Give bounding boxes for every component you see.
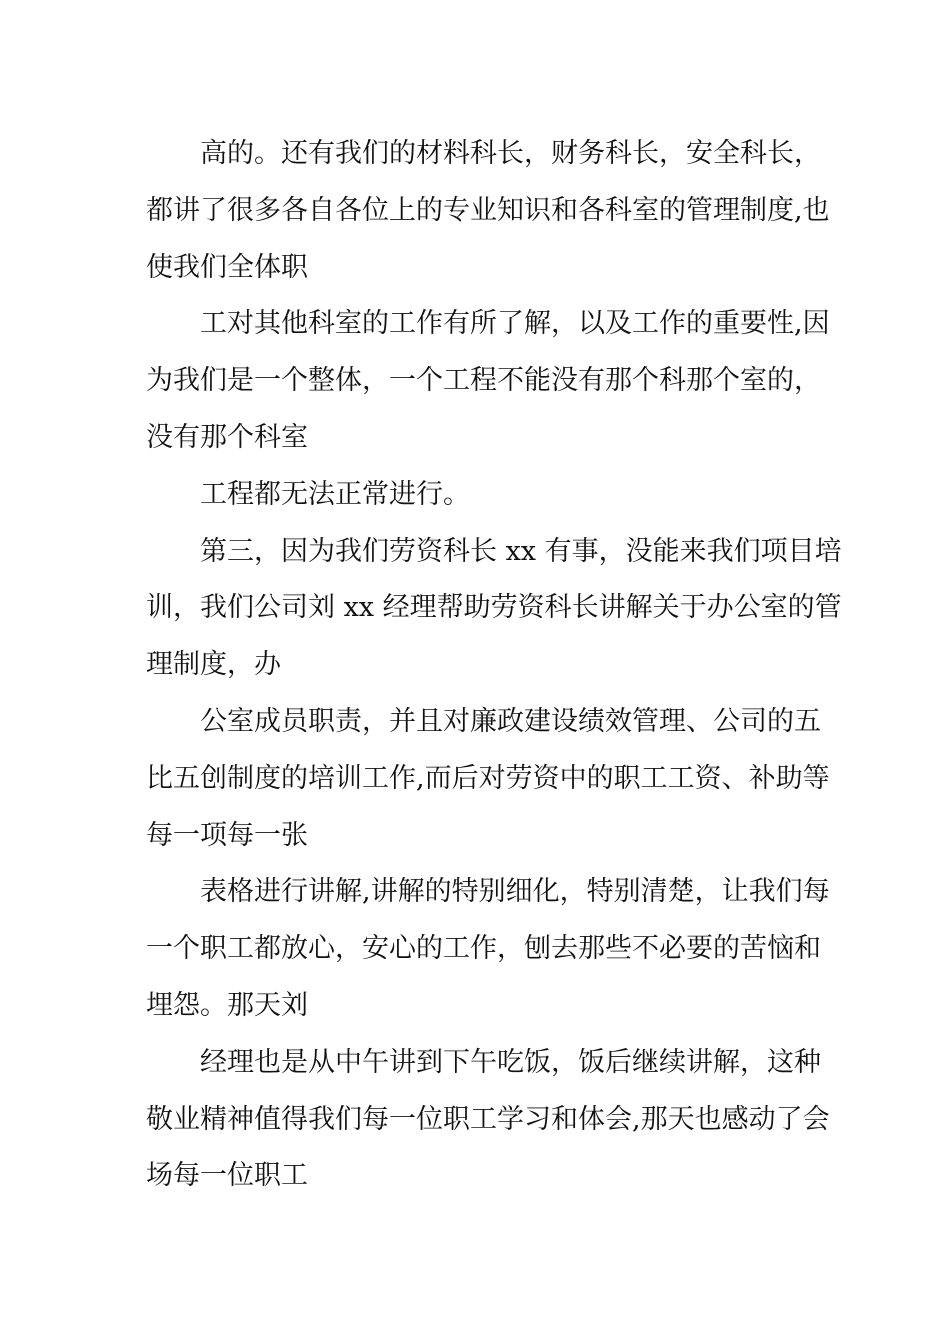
text-line: 公室成员职责，并且对廉政建设绩效管理、公司的五	[200, 705, 821, 737]
text-line: 每一项每一张	[146, 819, 308, 851]
body-text	[146, 126, 842, 1205]
paragraph	[146, 296, 830, 466]
text-line: 敬业精神值得我们每一位职工学习和体会,那天也感动了会	[146, 1103, 830, 1135]
text-line: 埋怨。那天刘	[146, 989, 308, 1021]
paragraph	[146, 467, 810, 524]
text-line: 为我们是一个整体，一个工程不能没有那个科那个室的，	[146, 365, 821, 397]
text-line: 比五创制度的培训工作,而后对劳资中的职工工资、补助等	[146, 762, 830, 794]
text-line: 工程都无法正常进行。	[200, 478, 470, 510]
paragraph	[146, 864, 830, 1034]
text-line: 场每一位职工	[146, 1160, 308, 1192]
paragraph	[146, 524, 842, 694]
text-line: 工对其他科室的工作有所了解，以及工作的重要性,因	[200, 308, 830, 340]
text-line: 没有那个科室	[146, 421, 308, 453]
paragraph	[146, 1035, 830, 1205]
text-line: 第三，因为我们劳资科长 xx 有事，没能来我们项目培	[200, 535, 842, 567]
text-line: 一个职工都放心，安心的工作，刨去那些不必要的苦恼和	[146, 933, 821, 965]
paragraph	[146, 126, 830, 296]
text-line: 训，我们公司刘 xx 经理帮助劳资科长讲解关于办公室的管	[146, 592, 842, 624]
text-line: 理制度，办	[146, 649, 281, 681]
text-line: 高的。还有我们的材料科长，财务科长，安全科长，	[200, 138, 821, 169]
text-line: 都讲了很多各自各位上的专业知识和各科室的管理制度,也	[146, 194, 830, 226]
text-line: 使我们全体职	[146, 251, 308, 283]
text-line: 表格进行讲解,讲解的特别细化，特别清楚，让我们每	[200, 876, 830, 908]
text-line: 经理也是从中午讲到下午吃饭，饭后继续讲解，这种	[200, 1046, 821, 1078]
paragraph	[146, 694, 830, 864]
